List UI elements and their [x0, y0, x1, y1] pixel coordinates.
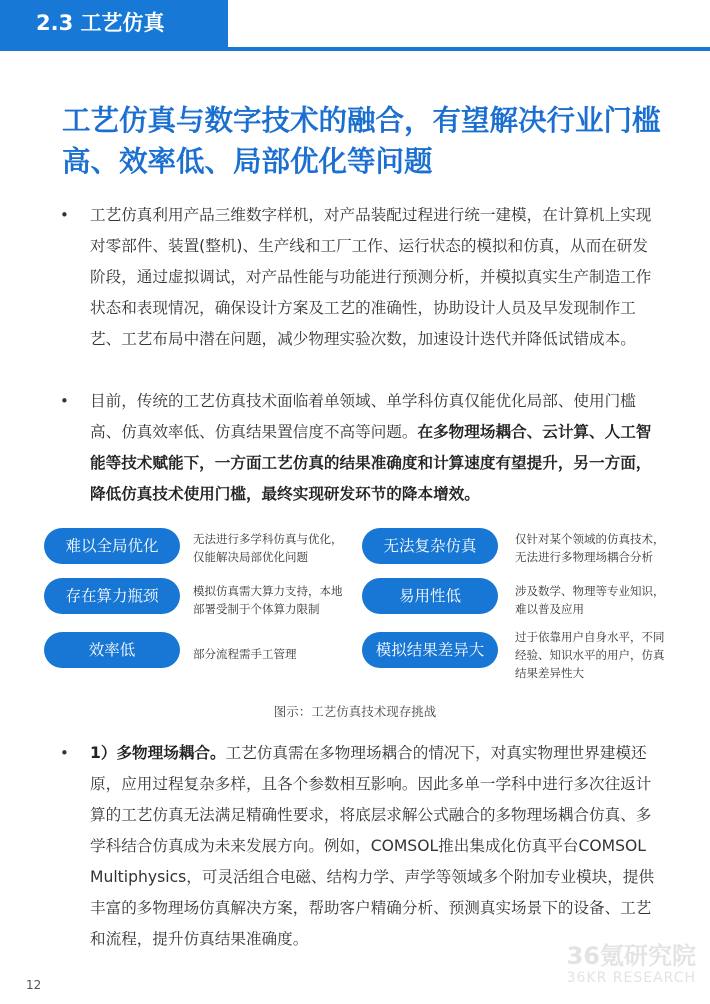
paragraph-bold-text: 1）多物理场耦合。 [90, 744, 226, 762]
paragraph-bold-text: 在多物理场耦合、云计算、人工智能等技术赋能下，一方面工艺仿真的结果准确度和计算速度有望提升，另一方面，降低仿真技术使用门槛，最终实现研发环节的降本增效。 [90, 423, 652, 503]
watermark-main: 36氪研究院 [566, 942, 696, 970]
bullet-dot: • [60, 744, 69, 762]
section-tab: 2.3 工艺仿真 [0, 0, 228, 47]
bullet-dot: • [60, 392, 69, 410]
challenge-pill-global-optimization: 难以全局优化 [44, 528, 180, 564]
bullet-paragraph-3 [60, 738, 662, 955]
challenge-pill-compute-bottleneck: 存在算力瓶颈 [44, 578, 180, 614]
page-headline: 工艺仿真与数字技术的融合，有望解决行业门槛高、效率低、局部优化等问题 [62, 104, 661, 178]
header-rule [0, 47, 710, 51]
challenge-desc: 仅针对某个领域的仿真技术，无法进行多物理场耦合分析 [515, 532, 665, 564]
bullet-paragraph-1 [60, 200, 662, 355]
watermark-sub: 36KR RESEARCH [566, 970, 696, 986]
challenge-desc: 部分流程需手工管理 [193, 647, 297, 661]
paragraph-text: 工艺仿真利用产品三维数字样机，对产品装配过程进行统一建模，在计算机上实现对零部件、装置(整机)、生产线和工厂工作、运行状态的模拟和仿真，从而在研发阶段，通过虚拟调试，对产品性能与功能进行预测分析，并模拟真实生产制造工作状态和表现情况，确保设计方案及工艺的准确性，协助设计人员及早发现制作工艺、工艺布局中潜在问题，减少物理实验次数，加速设计迭代并降低试错成本。 [90, 206, 652, 348]
figure-caption: 图示：工艺仿真技术现存挑战 [273, 704, 437, 719]
challenge-desc: 涉及数学、物理等专业知识，难以普及应用 [515, 584, 665, 616]
paragraph-text: 工艺仿真需在多物理场耦合的情况下，对真实物理世界建模还原，应用过程复杂多样，且各个参数相互影响。因此多单一学科中进行多次往返计算的工艺仿真无法满足精确性要求，将底层求解公式融合的多物理场耦合仿真、多学科结合仿真成为未来发展方向。例如，COMSOL推出集成化仿真平台COMSOL Multiphysics，可灵活组合电磁、结构力学、声学等领域多个附加专业模块，提供丰富的多物理场仿真解决方案，帮助客户精确分析、预测真实场景下的设备、工艺和流程，提升仿真结果准确度。 [90, 744, 655, 948]
challenge-pill-result-variance: 模拟结果差异大 [362, 632, 498, 668]
page-number: 12 [26, 978, 42, 992]
challenge-pill-complex-simulation: 无法复杂仿真 [362, 528, 498, 564]
paragraph-text: 目前，传统的工艺仿真技术面临着单领域、单学科仿真仅能优化局部、使用门槛高、仿真效率低、仿真结果置信度不高等问题。 [90, 392, 636, 441]
watermark-logo [567, 942, 696, 986]
bullet-paragraph-2 [60, 386, 662, 510]
bullet-dot: • [60, 206, 69, 224]
challenge-pill-low-usability: 易用性低 [362, 578, 498, 614]
challenge-pill-low-efficiency: 效率低 [44, 632, 180, 668]
challenge-desc: 模拟仿真需大算力支持，本地部署受制于个体算力限制 [193, 584, 343, 616]
challenge-desc: 无法进行多学科仿真与优化，仅能解决局部优化问题 [193, 532, 343, 564]
challenge-desc: 过于依靠用户自身水平，不同经验、知识水平的用户，仿真结果差异性大 [515, 630, 665, 680]
